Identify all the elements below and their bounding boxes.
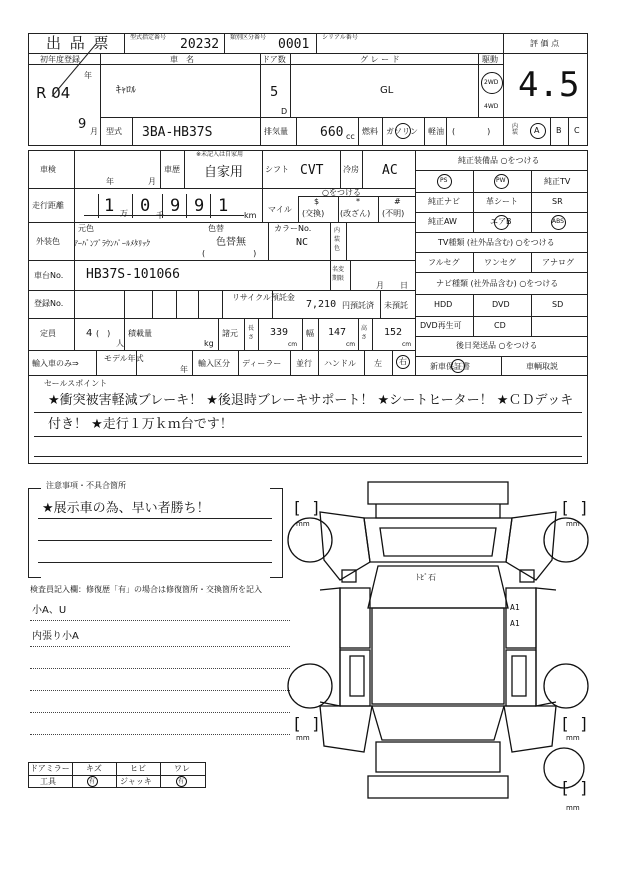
equip-ps: PS: [440, 177, 448, 184]
dealer-option: ディーラー: [242, 359, 282, 368]
notes-line: ★展示車の為、早い者勝ち！: [42, 501, 210, 516]
reg-no-label: 登録No.: [34, 299, 64, 308]
category-label: 類別区分番号: [230, 34, 267, 41]
jack-have: 有: [178, 778, 185, 785]
recycle-amount: 7,210: [306, 299, 337, 310]
trunk-shape: [376, 742, 500, 772]
year-unit: 年: [84, 71, 92, 80]
cm-unit: cm: [402, 341, 412, 348]
fuel-label: 燃料: [362, 127, 378, 136]
man-unit: 万: [120, 209, 128, 218]
load-label: 積載量: [128, 329, 152, 338]
name-change-day-unit: 日: [400, 281, 408, 290]
ac-label: 冷房: [343, 165, 359, 174]
drive-label: 駆動: [482, 55, 498, 64]
km-unit: km: [244, 211, 257, 220]
drive-4wd: 4WD: [484, 103, 499, 110]
door-suffix: D: [281, 107, 288, 116]
tamper-symbol: *: [356, 197, 360, 206]
rear-right-door-shape: [506, 650, 536, 706]
model-label: 型式: [106, 127, 122, 136]
category-number: 0001: [278, 37, 310, 52]
exterior-color-label: 外装色: [36, 237, 60, 246]
equip-leather-seat: 革シート: [486, 197, 518, 206]
shift-value: CVT: [300, 163, 324, 178]
inspector-line: 小A、U: [32, 605, 67, 616]
damage-code: A1: [510, 603, 520, 612]
chassis-number: HB37S-101066: [86, 267, 180, 282]
drive-2wd: 2WD: [484, 79, 499, 86]
parallel-option: 並行: [296, 359, 312, 368]
grade-label: グ レ ー ド: [360, 55, 400, 64]
sales-point-label: セールスポイント: [44, 379, 108, 388]
model-year-label: モデル年式: [104, 354, 144, 363]
serial-label: シリアル番号: [322, 34, 358, 41]
front-left-wheel-shape: [288, 518, 332, 562]
jack-label: ジャッキ: [120, 777, 152, 786]
length-label: 長さ: [248, 325, 255, 341]
height-value: 152: [384, 327, 403, 338]
evaluation-score: 4.5: [518, 65, 580, 105]
stone-chip-note: ﾄﾋﾞ石: [416, 573, 436, 582]
navi-sd: SD: [552, 300, 564, 309]
month-unit: 月: [90, 127, 98, 136]
capacity-value: 4: [86, 328, 93, 339]
car-name: ｷｬﾛﾙ: [116, 85, 136, 96]
equip-pw: PW: [496, 177, 506, 184]
recycle-unit: 円預託済: [342, 301, 374, 310]
mm-unit: mm: [296, 520, 310, 528]
tire-depth-bracket: [ ]: [292, 714, 321, 733]
handle-label: ハンドル: [324, 359, 356, 368]
model-cert-label: 型式指定番号: [130, 34, 167, 41]
length-value: 339: [270, 327, 289, 338]
cm-unit: cm: [346, 341, 356, 348]
sales-point-line: ★衝突被害軽減ブレーキ！ ★後退時ブレーキサポート！ ★シートヒーター！ ★ＣＤデッキ: [48, 393, 574, 408]
handle-left: 左: [374, 359, 382, 368]
windshield-shape: [368, 566, 508, 608]
tools-label: 工具: [40, 777, 56, 786]
navi-hdd: HDD: [434, 300, 453, 309]
load-unit: kg: [204, 339, 214, 348]
tv-analog: アナログ: [542, 258, 574, 267]
tv-type-title: TV種類 (社外品含む) ○をつける: [438, 238, 555, 247]
mm-unit: mm: [566, 804, 580, 812]
front-left-door-shape: [340, 588, 370, 648]
color-name: ｱｰﾊﾞﾝﾌﾞﾗｳﾝﾊﾟｰﾙﾒﾀﾘｯｸ: [74, 239, 150, 248]
dimension-label: 諸元: [222, 329, 238, 338]
history-value: 自家用: [204, 165, 244, 180]
navi-dvd-play: DVD再生可: [420, 321, 462, 330]
model-code: 3BA-HB37S: [142, 125, 213, 140]
hood-front-shape: [376, 504, 500, 518]
equip-genuine-tv: 純正TV: [544, 177, 571, 186]
model-year-unit: 年: [180, 365, 188, 374]
rear-bumper-shape: [368, 776, 508, 798]
tv-oneseg: ワンセグ: [484, 258, 516, 267]
name-change-label: 名変期限: [332, 266, 345, 282]
history-label: 車歴: [164, 165, 180, 174]
inspector-label: 検査員記入欄：修復歴「有」の場合は修復箇所・交換箇所を記入: [30, 585, 262, 594]
mile-label: マイル: [268, 205, 292, 214]
mileage-digit: 9: [170, 196, 181, 216]
notes-label: 注意事項・不具合箇所: [46, 481, 126, 490]
mileage-digit: 1: [218, 196, 229, 216]
displacement: 660: [320, 125, 344, 140]
interior-grade-a: A: [534, 126, 540, 135]
navi-cd: CD: [494, 321, 506, 330]
equip-genuine-navi: 純正ナビ: [428, 197, 460, 206]
tire-depth-bracket: [ ]: [560, 778, 589, 797]
chassis-label: 車台No.: [34, 271, 64, 280]
sales-point-line: 付き！ ★走行１万ｋｍ台です！: [48, 417, 233, 432]
tools-have: 有: [89, 778, 96, 785]
damage-code: A1: [510, 619, 520, 628]
equip-sr: SR: [552, 197, 563, 206]
exchange-label: (交換): [302, 209, 325, 218]
color-no-label: カラーNo.: [274, 224, 312, 233]
recycle-label: リサイクル預託金: [232, 293, 295, 302]
mm-unit: mm: [296, 734, 310, 742]
shaken-label: 車検: [40, 165, 56, 174]
later-shipment-title: 後日発送品 ○をつける: [456, 341, 538, 350]
fuel-gasoline: ガソリン: [386, 127, 418, 136]
score-label: 評 価 点: [530, 39, 560, 48]
unknown-symbol: #: [394, 197, 401, 206]
rear-window-shape: [372, 706, 504, 740]
import-type-label: 輸入区分: [198, 359, 230, 368]
doors-label: ドア数: [262, 55, 286, 64]
handle-right: 右: [399, 357, 407, 366]
mileage-digit: 0: [140, 196, 151, 216]
height-label: 高さ: [361, 325, 368, 341]
interior-color-label: 内装色: [334, 227, 341, 252]
shaken-month-unit: 月: [148, 177, 156, 186]
recycle-unpaid: 未預託: [384, 301, 408, 310]
navi-type-title: ナビ種類 (社外品含む) ○をつける: [436, 279, 559, 288]
tire-depth-bracket: [ ]: [292, 498, 321, 517]
front-bumper-shape: [368, 482, 508, 504]
width-value: 147: [328, 327, 347, 338]
model-cert-number: 20232: [180, 37, 220, 52]
front-right-door-shape: [506, 588, 536, 648]
crack-label: ヒビ: [130, 764, 146, 773]
mm-unit: mm: [566, 734, 580, 742]
sen-unit: 千: [156, 211, 164, 220]
capacity-label: 定員: [40, 329, 56, 338]
ac-value: AC: [382, 163, 398, 178]
interior-grade-c: C: [574, 126, 580, 135]
capacity-unit: 人: [116, 339, 124, 348]
cm-unit: cm: [288, 341, 298, 348]
fuel-paren: ( ): [452, 127, 491, 136]
form-title: 出 品 票: [46, 34, 111, 52]
interior-grade-b: B: [556, 126, 562, 135]
capacity-paren: ( ): [96, 329, 111, 338]
mileage-digit: 9: [194, 196, 205, 216]
color-change-label: 色替: [208, 224, 224, 233]
history-note: ※未記入は自家用: [196, 151, 244, 158]
unknown-label: (不明): [382, 209, 405, 218]
rear-right-wheel-shape: [544, 664, 588, 708]
cc-unit: cc: [346, 132, 355, 141]
width-label: 幅: [306, 329, 314, 338]
color-orig-label: 元色: [78, 224, 94, 233]
import-label: 輸入車のみ⇒: [32, 359, 79, 368]
shift-label: シフト: [265, 165, 289, 174]
equip-abs: ABS: [552, 218, 564, 225]
scratch-label: キズ: [86, 764, 102, 773]
inspector-line: 内張り小A: [32, 631, 79, 642]
rear-left-wheel-shape: [288, 664, 332, 708]
grade: GL: [380, 85, 394, 96]
first-reg-label: 初年度登録: [40, 55, 80, 64]
tire-depth-bracket: [ ]: [560, 714, 589, 733]
door-count: 5: [270, 85, 279, 100]
shaken-year-unit: 年: [106, 177, 114, 186]
equip-airbag: エアB: [490, 217, 512, 226]
fuel-circle: [395, 123, 411, 139]
color-no-value: NC: [296, 237, 309, 248]
first-reg-year: R 04: [36, 84, 71, 102]
color-paren: ( ): [202, 249, 257, 258]
roof-shape: [372, 608, 504, 704]
broken-label: ワレ: [174, 764, 190, 773]
warranty-circle: [451, 359, 465, 373]
name-change-month-unit: 月: [376, 281, 384, 290]
navi-dvd: DVD: [492, 300, 510, 309]
interior-label: 内装: [512, 123, 519, 136]
tire-depth-bracket: [ ]: [560, 498, 589, 517]
vehicle-manual: 車輌取説: [526, 362, 558, 371]
car-name-label: 車 名: [170, 55, 194, 64]
mm-unit: mm: [566, 520, 580, 528]
car-damage-diagram: [280, 470, 600, 810]
new-car-warranty: 新車保証書: [430, 362, 470, 371]
color-change-value: 色替無: [216, 237, 246, 248]
circle-note: ○をつける: [322, 188, 361, 197]
door-mirror-label: ドアミラー: [30, 764, 70, 773]
displacement-label: 排気量: [264, 127, 288, 136]
exchange-symbol: $: [314, 197, 320, 206]
tv-fullseg: フルセグ: [428, 258, 460, 267]
equip-genuine-aw: 純正AW: [428, 217, 457, 226]
diesel-label: 軽油: [428, 127, 444, 136]
tamper-label: (改ざん): [340, 209, 371, 218]
rear-left-door-shape: [340, 650, 370, 706]
mileage-digit: 1: [104, 196, 115, 216]
mileage-label: 走行距離: [32, 201, 64, 210]
first-reg-month: 9: [78, 117, 87, 132]
genuine-equipment-title: 純正装備品 ○をつける: [458, 156, 540, 165]
